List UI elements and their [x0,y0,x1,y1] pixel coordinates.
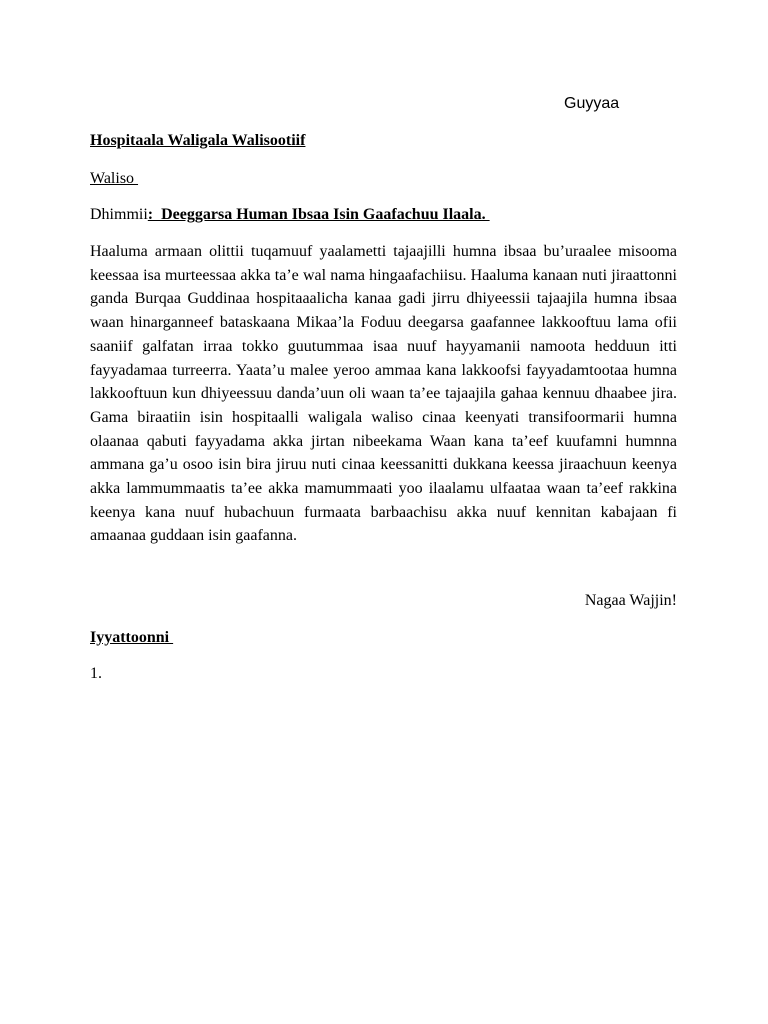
recipient-heading: Hospitaala Waligala Walisootiif [90,132,306,149]
recipient-city: Waliso [90,170,139,187]
subject-line [90,206,490,224]
closing-salutation: Nagaa Wajjin! [584,592,677,609]
list-item: 1. [90,665,102,682]
subject-title: : Deeggarsa Human Ibsaa Isin Gaafachuu Ilaala. [147,206,490,223]
date-label: Guyyaa [564,95,620,112]
subject-prefix: Dhimmii [90,206,148,223]
letter-body: Haaluma armaan olittii tuqamuuf yaalametti tajaajilli humna ibsaa bu’uraalee misooma keessaa isa murteessaa akka ta’e wal nama hingaafachiisu. Haaluma kanaan nuti jiraattonni ganda Burqaa Guddinaa hospitaaalicha kanaa gadi jirru dhiyeessii tajaajila humna ibsaa waan hinarganneef bataskaana Mikaa’la Foduu deegarsa gaafannee lakkooftuu lama ofii saaniif galfatan irraa tokko guutummaa isaa nuuf hayyamanii namoota hedduun itti fayyadamaa turreerra. Yaata’u malee yeroo ammaa kana lakkoofsi fayyadamtootaa humna lakkooftuun kun dhiyeessuu danda’uun oli waan ta’ee tajaajila gahaa kennuu dhaabee jira. Gama biraatiin isin hospitaalli waligala waliso cinaa keenyati transifoormarii humna olaanaa qabuti fayyadama akka jirtan nibeekama Waan kana ta’eef kuufamni humnna ammana ga’u osoo isin bira jiruu nuti cinaa keessanitti dukkana keessa jiraachuun keenya akka lammummaatis ta’ee akka mamummaati yoo ilaalamu ulfaataa waan ta’eef rakkina keenya kana nuuf hubachuun furmaata barbaachisu akka nuuf kennitan kabajaan fi amaanaa guddaan isin gaafanna. [90,243,677,545]
attachments-heading: Iyyattoonni [90,629,174,646]
